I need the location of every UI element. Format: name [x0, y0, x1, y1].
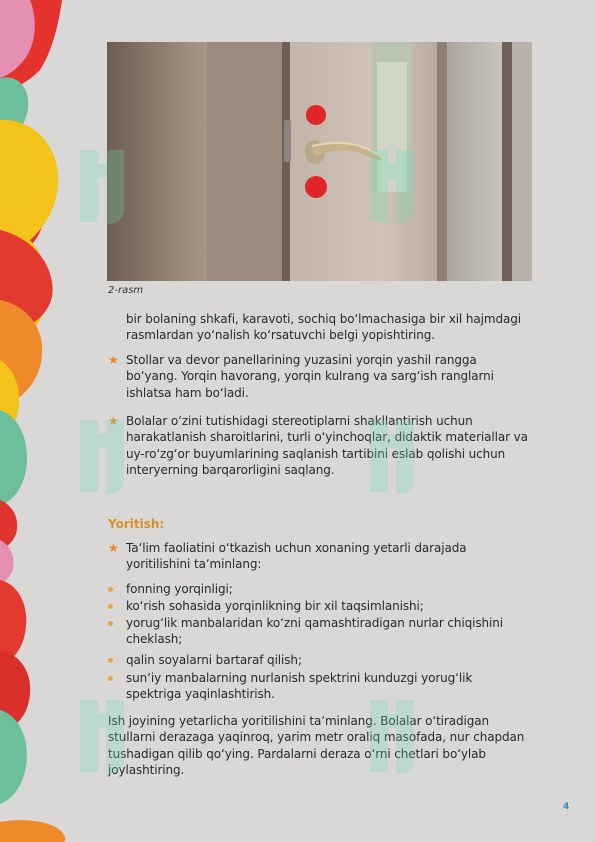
list-item: fonning yorqinligi; — [126, 582, 233, 596]
paragraph-continuation: bir bolaning shkafi, karavoti, sochiq boʻlmachasiga bir xil hajmdagi rasmlardan yoʻnalish koʻrsatuvchi belgi yopishtiring. — [126, 312, 521, 343]
list-item: koʻrish sohasida yorqinlikning bir xil taqsimlanishi; — [126, 599, 424, 613]
star-bullet-icon: ★ — [108, 541, 119, 555]
list-item: yorugʻlik manbalaridan koʻzni qamashtiradigan nurlar chiqishini cheklash; — [126, 616, 503, 647]
paragraph-stereotypes: Bolalar oʻzini tutishidagi stereotiplarni shakllantirish uchun harakatlanish sharoitlarini, turli oʻyinchoqlar, didaktik materiallar va uy-roʻzgʻor buyumlarining saqlanish tartibini eslab qolishi uchun interyerning barqarorligini saqlang. — [126, 414, 528, 477]
dot-bullet-icon — [108, 587, 113, 592]
lighting-intro: Taʻlim faoliatini oʻtkazish uchun xonaning yetarli darajada yoritilishini taʼminlang: — [126, 541, 467, 572]
door-photo-illustration — [107, 42, 532, 281]
dot-bullet-icon — [108, 676, 113, 681]
figure-caption: 2-rasm — [108, 285, 144, 296]
star-bullet-icon: ★ — [108, 414, 119, 428]
page-number: 4 — [563, 802, 570, 812]
star-bullet-icon: ★ — [108, 353, 119, 367]
dot-bullet-icon — [108, 621, 113, 626]
paragraph-colors: Stollar va devor panellarining yuzasini yorqin yashil rangga boʻyang. Yorqin havorang, yorqin kulrang va sargʻish ranglarni ishlatsa ham boʻladi. — [126, 353, 494, 400]
dot-bullet-icon — [108, 658, 113, 663]
door-photo — [107, 42, 532, 281]
list-item: qalin soyalarni bartaraf qilish; — [126, 653, 302, 667]
dot-bullet-icon — [108, 604, 113, 609]
paragraph-closing: Ish joyining yetarlicha yoritilishini taʼminlang. Bolalar oʻtiradigan stullarni derazaga yaqinroq, yarim metr oraliq masofada, nur chapdan tushadigan qilib qoʻying. Pardalarni deraza oʻrni chetlari boʻylab joylashtiring. — [108, 714, 525, 777]
list-item: sunʼiy manbalarning nurlanish spektrini kunduzgi yorugʻlik spektriga yaqinlashtirish. — [126, 671, 473, 702]
section-heading-lighting: Yoritish: — [108, 517, 165, 531]
